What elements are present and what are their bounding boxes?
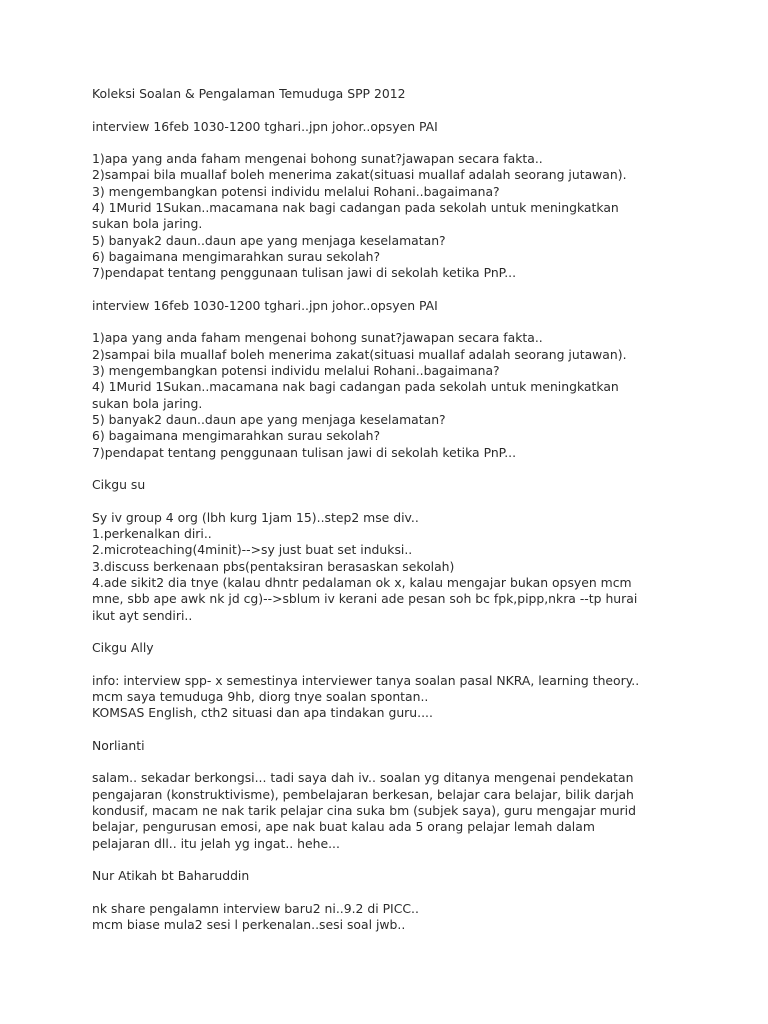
section-heading: Cikgu su	[92, 477, 146, 493]
text-line: 3) mengembangkan potensi individu melalui Rohani..bagaimana?	[92, 183, 500, 199]
document-body	[92, 86, 639, 933]
text-line: 5) banyak2 daun..daun ape yang menjaga keselamatan?	[92, 411, 446, 427]
text-line: 7)pendapat tentang penggunaan tulisan jawi di sekolah ketika PnP...	[92, 265, 517, 281]
text-line: 4) 1Murid 1Sukan..macamana nak bagi cadangan pada sekolah untuk meningkatkan	[92, 200, 619, 216]
document-title: Koleksi Soalan & Pengalaman Temuduga SPP 2012	[92, 86, 406, 101]
text-line: info: interview spp- x semestinya interviewer tanya soalan pasal NKRA, learning theory..	[92, 672, 640, 688]
text-line: 4.ade sikit2 dia tnye (kalau dhntr pedalaman ok x, kalau mengajar bukan opsyen mcm	[92, 574, 632, 590]
text-line: belajar, pengurusan emosi, ape nak buat kalau ada 5 orang pelajar lemah dalam	[92, 819, 595, 835]
text-line: 1.perkenalkan diri..	[92, 526, 212, 542]
text-line: sukan bola jaring.	[92, 395, 203, 411]
section-heading: Cikgu Ally	[92, 640, 154, 656]
text-line: 2)sampai bila muallaf boleh menerima zakat(situasi muallaf adalah seorang jutawan).	[92, 167, 627, 183]
text-line: kondusif, macam ne nak tarik pelajar cina suka bm (subjek saya), guru mengajar murid	[92, 803, 636, 819]
section	[92, 461, 639, 624]
text-line: 3) mengembangkan potensi individu melalui Rohani..bagaimana?	[92, 363, 500, 379]
text-line: 2.microteaching(4minit)-->sy just buat set induksi..	[92, 542, 413, 558]
section-heading: interview 16feb 1030-1200 tghari..jpn johor..opsyen PAI	[92, 118, 438, 134]
text-line: 3.discuss berkenaan pbs(pentaksiran berasaskan sekolah)	[92, 558, 455, 574]
text-line: 6) bagaimana mengimarahkan surau sekolah?	[92, 248, 381, 264]
text-line: 7)pendapat tentang penggunaan tulisan jawi di sekolah ketika PnP...	[92, 444, 517, 460]
text-line: 1)apa yang anda faham mengenai bohong sunat?jawapan secara fakta..	[92, 330, 543, 346]
text-line: KOMSAS English, cth2 situasi dan apa tindakan guru....	[92, 705, 433, 721]
text-line: pengajaran (konstruktivisme), pembelajaran berkesan, belajar cara belajar, bilik darjah	[92, 786, 634, 802]
section	[92, 624, 639, 722]
text-line: sukan bola jaring.	[92, 216, 203, 232]
text-line: 5) banyak2 daun..daun ape yang menjaga keselamatan?	[92, 232, 446, 248]
section	[92, 102, 639, 281]
section-heading: interview 16feb 1030-1200 tghari..jpn johor..opsyen PAI	[92, 297, 438, 313]
text-line: 6) bagaimana mengimarahkan surau sekolah?	[92, 428, 381, 444]
section	[92, 722, 639, 852]
section	[92, 282, 639, 461]
text-line: 1)apa yang anda faham mengenai bohong sunat?jawapan secara fakta..	[92, 151, 543, 167]
text-line: salam.. sekadar berkongsi... tadi saya dah iv.. soalan yg ditanya mengenai pendekatan	[92, 770, 634, 786]
text-line: 2)sampai bila muallaf boleh menerima zakat(situasi muallaf adalah seorang jutawan).	[92, 346, 627, 362]
text-line: Sy iv group 4 org (lbh kurg 1jam 15)..step2 mse div..	[92, 509, 419, 525]
section	[92, 852, 639, 933]
text-line: nk share pengalamn interview baru2 ni..9.2 di PICC..	[92, 900, 419, 916]
section-heading: Nur Atikah bt Baharuddin	[92, 868, 250, 884]
text-line: pelajaran dll.. itu jelah yg ingat.. hehe...	[92, 835, 340, 851]
section-heading: Norlianti	[92, 737, 145, 753]
text-line: mne, sbb ape awk nk jd cg)-->sblum iv kerani ade pesan soh bc fpk,pipp,nkra --tp hurai	[92, 591, 638, 607]
text-line: 4) 1Murid 1Sukan..macamana nak bagi cadangan pada sekolah untuk meningkatkan	[92, 379, 619, 395]
text-line: ikut ayt sendiri..	[92, 607, 193, 623]
text-line: mcm biase mula2 sesi l perkenalan..sesi soal jwb..	[92, 917, 406, 933]
text-line: mcm saya temuduga 9hb, diorg tnye soalan spontan..	[92, 688, 429, 704]
